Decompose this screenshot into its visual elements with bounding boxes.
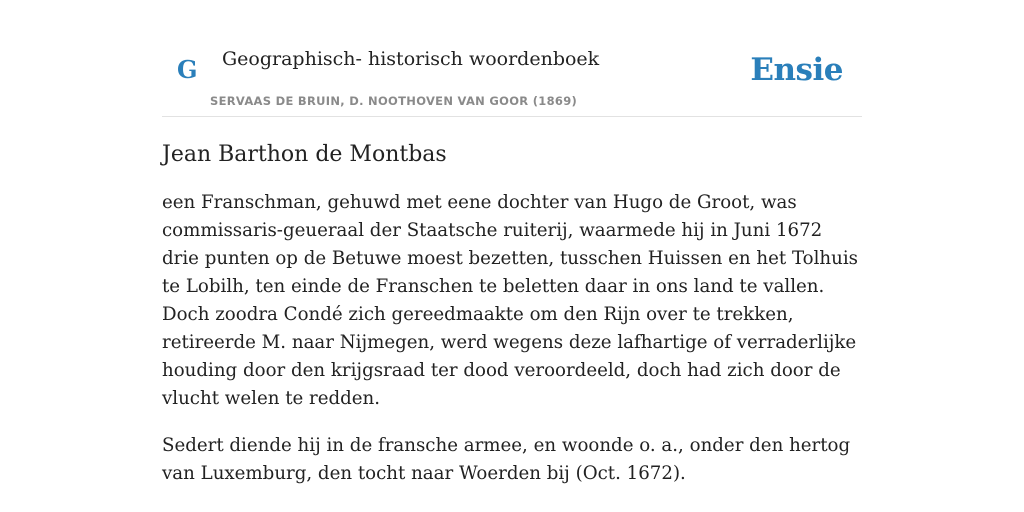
entry-title: Jean Barthon de Montbas — [162, 142, 447, 167]
entry-paragraph-1: een Franschman, gehuwd met eene dochter van Hugo de Groot, was commissaris-geueraal der Staatsche ruiterij, waarmede hij in Juni 1672 drie punten op de Betuwe moest bezetten, tusschen Huissen en het Tolhuis te Lobilh, ten einde de Franschen te beletten daar in ons land te vallen. Doch zoodra Condé zich gereedmaakte om den Rijn over te trekken, retireerde M. naar Nijmegen, werd wegens deze lafhartige of verraderlijke houding door den krijgsraad ter dood veroordeeld, doch had zich door de vlucht welen te redden. — [162, 192, 858, 409]
page-header — [162, 30, 862, 117]
ensie-logo-link[interactable]: Ensie — [750, 52, 843, 88]
entry-content — [162, 140, 862, 488]
book-letter-badge[interactable]: G — [177, 55, 198, 84]
book-title-link[interactable]: Geographisch- historisch woordenboek — [222, 48, 600, 70]
book-author: SERVAAS DE BRUIN, D. NOOTHOVEN VAN GOOR (1869) — [210, 94, 578, 108]
entry-paragraph-2: Sedert diende hij in de fransche armee, en woonde o. a., onder den hertog van Luxemburg, den tocht naar Woerden bij (Oct. 1672). — [162, 435, 851, 484]
